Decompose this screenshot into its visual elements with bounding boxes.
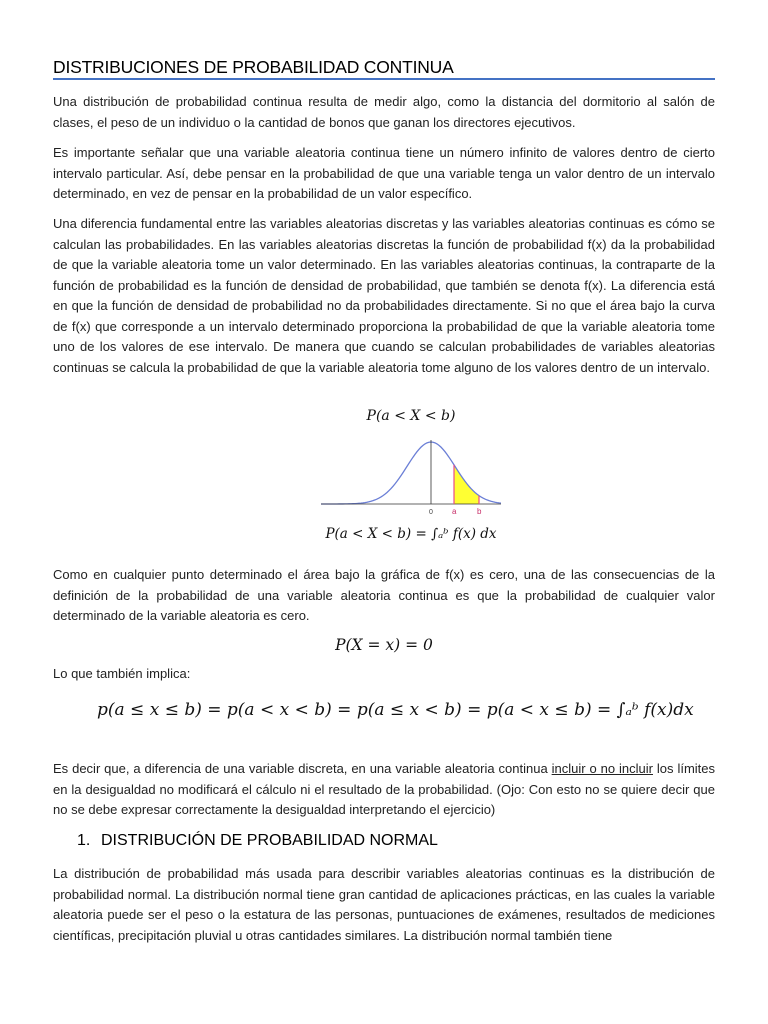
paragraph-point-probability: Como en cualquier punto determinado el área bajo la gráfica de f(x) es cero, una de las consecuencias de la definición de la probabilidad de una variable aleatoria continua es que la probabilidad de cualquier valor determinado de la variable aleatoria es cero. [53, 567, 715, 623]
density-curve-figure [266, 408, 556, 553]
figure-integral-formula: P(a < X < b) = ∫ₐᵇ f(x) dx [325, 526, 497, 542]
title-underline [53, 78, 715, 80]
label-a: a [452, 507, 457, 516]
limits-text-before: Es decir que, a diferencia de una variable discreta, en una variable aleatoria continua [53, 761, 552, 776]
section-number: 1. [77, 832, 91, 849]
page-title: DISTRIBUCIONES DE PROBABILIDAD CONTINUA [53, 57, 454, 77]
section-title: DISTRIBUCIÓN DE PROBABILIDAD NORMAL [101, 832, 438, 849]
normal-curve-diagram [321, 438, 501, 520]
limits-underlined-text: incluir o no incluir [551, 761, 653, 776]
limits-text-after: los límites en la desigualdad no modificará el cálculo ni el resultado de la probabilidad. (Ojo: Con esto no se quiere decir que no se debe expresar correctamente la desigualdad interpretando el ejercicio) [53, 761, 716, 817]
figure-title: P(a < X < b) [366, 408, 456, 424]
paragraph-discrete-vs-continuous: Una diferencia fundamental entre las variables aleatorias discretas y las variables aleatorias continuas es cómo se calculan las probabilidades. En las variables aleatorias discretas la función de probabilidad f(x) da la probabilidad de que la variable aleatoria tome un valor determinado. En las variables aleatorias continuas, la contraparte de la función de probabilidad es la función de densidad de probabilidad, que también se denota f(x). La diferencia está en que la función de densidad de probabilidad no da probabilidades directamente. Si no que el área bajo la curva de f(x) que corresponde a un intervalo determinado proporciona la probabilidad de que la variable aleatoria tome uno de los valores de ese intervalo. De manera que cuando se calculan probabilidades de variables aleatorias continuas se calcula la probabilidad de que la variable aleatoria tome alguno de los valores dentro de un intervalo. [53, 216, 715, 375]
paragraph-implica: Lo que también implica: [53, 666, 191, 681]
section-heading-normal [77, 832, 438, 850]
equation-inequalities: p(a ≤ x ≤ b) = p(a < x < b) = p(a ≤ x < b) = p(a < x ≤ b) = ∫ₐᵇ f(x)dx [97, 700, 694, 720]
paragraph-limits [53, 759, 715, 821]
paragraph-normal-distribution: La distribución de probabilidad más usada para describir variables aleatorias continuas es la distribución de probabilidad normal. La distribución normal tiene gran cantidad de aplicaciones prácticas, en las cuales la variable aleatoria puede ser el peso o la estatura de las personas, puntuaciones de exámenes, resultados de mediciones científicas, precipitación pluvial u otras cantidades similares. La distribución normal también tiene [53, 866, 715, 943]
paragraph-intro: Una distribución de probabilidad continua resulta de medir algo, como la distancia del dormitorio al salón de clases, el peso de un individuo o la cantidad de bonos que ganan los directores ejecutivos. [53, 94, 715, 130]
paragraph-infinite-values: Es importante señalar que una variable aleatoria continua tiene un número infinito de valores dentro de cierto intervalo particular. Así, debe pensar en la probabilidad de que una variable tenga un valor dentro de un intervalo determinado, en vez de pensar en la probabilidad de un valor específico. [53, 145, 715, 201]
label-zero: 0 [429, 509, 433, 516]
label-b: b [477, 507, 482, 516]
equation-point-zero: P(X = x) = 0 [335, 636, 433, 654]
